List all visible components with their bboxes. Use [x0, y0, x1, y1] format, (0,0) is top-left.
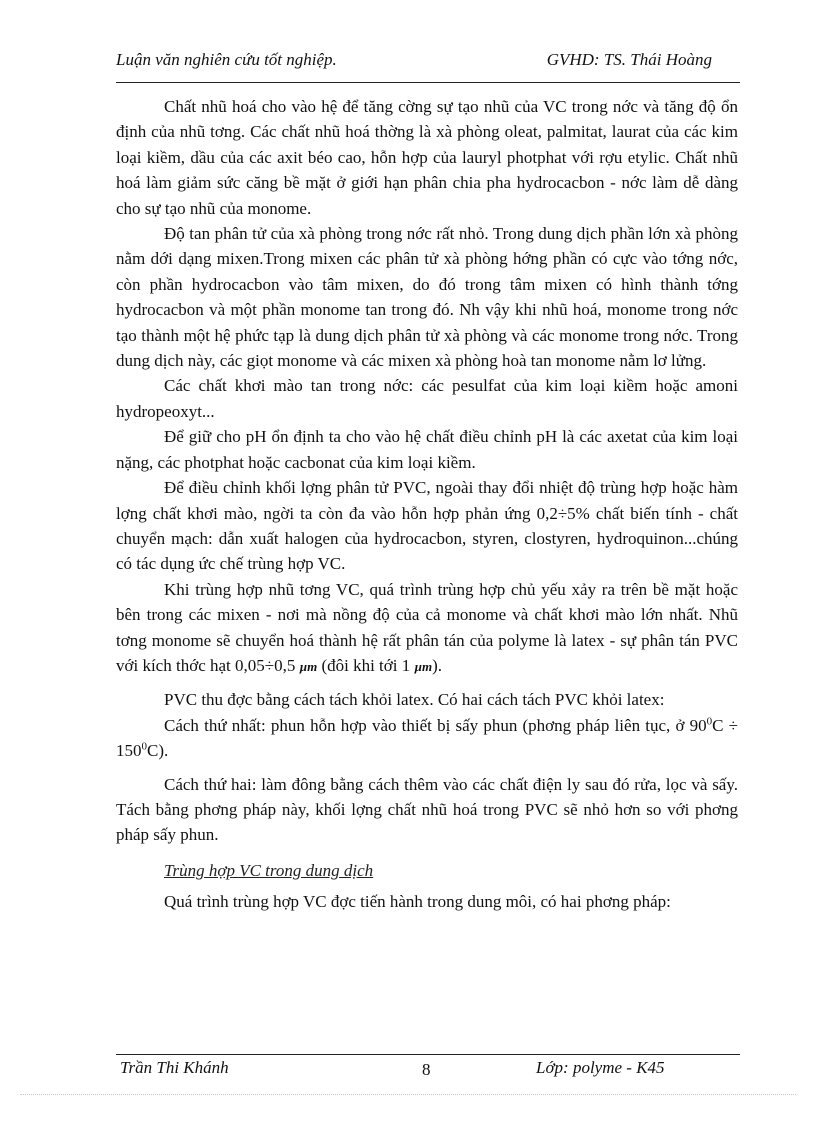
- para8-mid: C ÷ 150: [116, 715, 738, 761]
- paragraph-ph-regulator: Để giữ cho pH ổn định ta cho vào hệ chất điều chỉnh pH là các axetat của kim loại nặng, các photphat hoặc cacbonat của kim loại kiềm.: [116, 427, 738, 472]
- paragraph-initiator: Các chất khơi mào tan trong nớc: các pesulfat của kim loại kiềm hoặc amoni hydropeoxyt...: [116, 376, 738, 421]
- page-header: [116, 46, 740, 76]
- paragraph-method-two: Cách thứ hai: làm đông bằng cách thêm vào các chất điện ly sau đó rửa, lọc và sấy. Tách bằng phơng pháp này, khối lợng chất nhũ hoá trong PVC sẽ nhỏ hơn so với phơng pháp sấy phun.: [116, 774, 738, 845]
- degree-superscript-2: 0: [141, 740, 147, 753]
- paragraph-method-one: [116, 713, 738, 764]
- paragraph-soap-solubility: Độ tan phân tử của xà phòng trong nớc rất nhỏ. Trong dung dịch phần lớn xà phòng nằm dới dạng mixen.Trong mixen các phân tử xà phòng hớng phần có cực vào tớng nớc, còn phần hydrocacbon vào tâm mixen, do đó trong tâm mixen có hình thành tớng hydrocacbon và một phần monome tan trong đó. Nh vậy khi nhũ hoá, monome trong nớc tạo thành một hệ phức tạp là dung dịch phân tử xà phòng và các monome trong nớc. Trong dung dịch này, các giọt monome và các mixen xà phòng hoà tan monome nằm lơ lửng.: [116, 224, 738, 371]
- micrometer-unit: µm: [299, 658, 318, 674]
- paragraph-solution-methods: Quá trình trùng hợp VC đợc tiến hành trong dung môi, có hai phơng pháp:: [164, 892, 671, 912]
- footer-rule: [116, 1054, 740, 1055]
- page-bottom-dotted-line: [20, 1094, 796, 1095]
- micrometer-unit-2: µm: [414, 658, 433, 674]
- para6-text: Khi trùng hợp nhũ tơng VC, quá trình trùng hợp chủ yếu xảy ra trên bề mặt hoặc bên trong các mixen - nơi mà nồng độ của cả monome và chất khơi mào lớn nhất. Nhũ tơng monome sẽ chuyển hoá thành hệ rất phân tán của polyme là latex - sự phân tán PVC với kích thớc hạt 0,05÷0,5: [116, 579, 738, 675]
- para6-end: ).: [432, 655, 443, 675]
- document-body: [116, 94, 738, 915]
- para8-text: Cách thứ nhất: phun hỗn hợp vào thiết bị sấy phun (phơng pháp liên tục, ở 90: [164, 715, 707, 735]
- header-rule: [116, 82, 740, 83]
- paragraph-molecular-weight: Để điều chỉnh khối lợng phân tử PVC, ngoài thay đổi nhiệt độ trùng hợp hoặc hàm lợng chất khơi mào, ngời ta còn đa vào hỗn hợp phản ứng 0,2÷5% chất biến tính - chất chuyển mạch: dẫn xuất halogen của hydrocacbon, styren, clostyren, hydroquinon...chúng có tác dụng ức chế trùng hợp VC.: [116, 478, 738, 574]
- page-footer: [116, 1058, 740, 1082]
- footer-author: Trần Thi Khánh: [120, 1058, 229, 1077]
- para6-after: (đôi khi tới 1: [317, 655, 411, 675]
- para8-end: C).: [147, 741, 169, 761]
- degree-superscript-1: 0: [706, 715, 713, 728]
- header-advisor: GVHD: TS. Thái Hoàng: [546, 50, 712, 69]
- page-number: 8: [422, 1060, 431, 1079]
- paragraph-emulsion-polymerization: [116, 577, 738, 680]
- subheading-solution-polymerization: Trùng hợp VC trong dung dịch: [164, 860, 374, 880]
- header-thesis-title: Luận văn nghiên cứu tốt nghiệp.: [116, 50, 337, 69]
- paragraph-separation: PVC thu đợc bằng cách tách khỏi latex. Có hai cách tách PVC khỏi latex:: [164, 690, 665, 710]
- footer-class: Lớp: polyme - K45: [536, 1058, 665, 1077]
- paragraph-emulsifier: Chất nhũ hoá cho vào hệ để tăng cờng sự tạo nhũ của VC trong nớc và tăng độ ổn định của nhũ tơng. Các chất nhũ hoá thờng là xà phòng oleat, palmitat, laurat của các kim loại kiềm, dầu của các axit béo cao, hỗn hợp của lauryl photphat với rợu etylic. Chất nhũ hoá làm giảm sức căng bề mặt ở giới hạn phân chia pha hydrocacbon - nớc làm dễ dàng cho sự tạo nhũ của monome.: [116, 97, 738, 218]
